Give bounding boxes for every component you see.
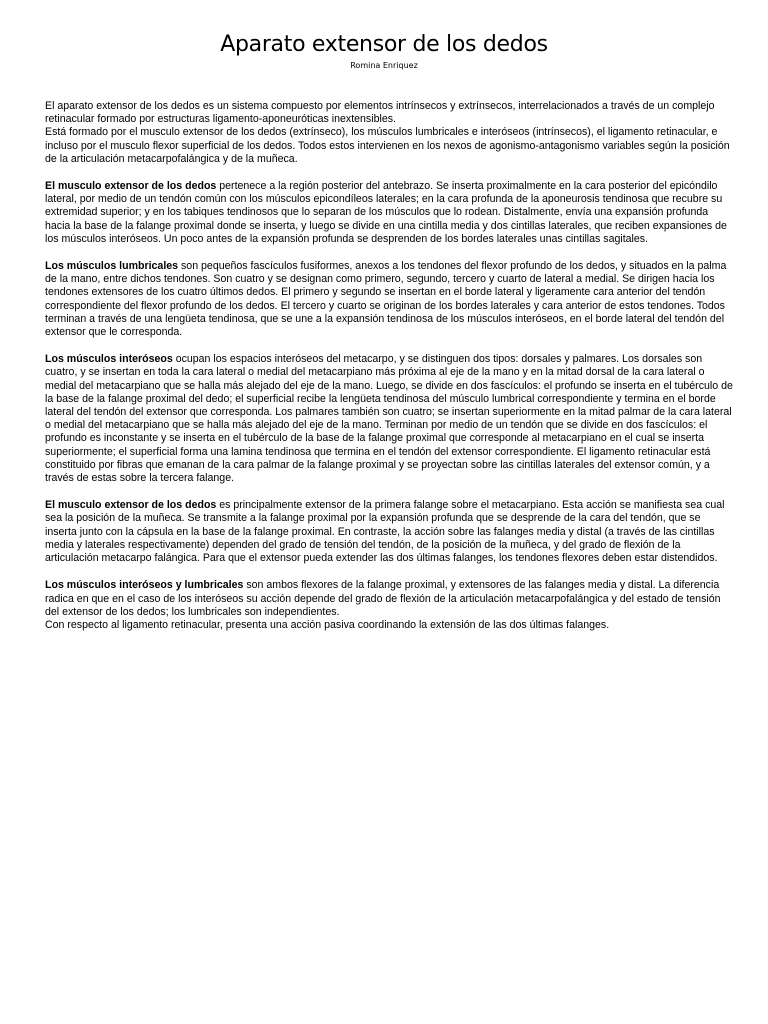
paragraph-text: [45, 353, 735, 485]
paragraph-body: es principalmente extensor de la primera falange sobre el metacarpiano. Esta acción se manifiesta sea cual sea la posición de la muñeca. Se transmite a la falange proximal por la expansión profunda que se desprende de la cara del tendón, que se inserta junto con la cápsula en la base de la falange proximal. En contraste, la acción sobre las falanges media y distal (a través de las cintillas media y laterales respectivamente) dependen del grado de tensión del tendón, de la posición de la muñeca, y del grado de flexión de la articulación metacarpo falángica. Para que el extensor pueda extender las dos últimas falanges, los tendones flexores deben estar distendidos.: [45, 499, 725, 565]
paragraph-interoseos: [45, 353, 735, 485]
paragraph-text: [45, 499, 735, 565]
page-title: Aparato extensor de los dedos: [220, 32, 548, 57]
intro-line-1: El aparato extensor de los dedos es un sistema compuesto por elementos intrínsecos y extrínsecos, interrelacionados a través de un complejo retinacular formado por estructuras ligamento-aponeuróticas inextensibles.: [45, 100, 715, 126]
paragraph-lead: El musculo extensor de los dedos: [45, 499, 217, 512]
paragraph-lead: Los músculos interóseos y lumbricales: [45, 579, 244, 592]
paragraph-body: pertenece a la región posterior del antebrazo. Se inserta proximalmente en la cara posterior del epicóndilo lateral, por medio de un tendón común con los músculos epicondíleos laterales; en la cara profunda de la aponeurosis tendinosa que recubre su extremidad superior; y en los tabiques tendinosos que lo separan de los músculos que lo rodean. Distalmente, envía una expansión profunda hacia la base de la falange proximal donde se inserta, y luego se divide en una cintilla media y dos cintillas laterales, que reciben expansiones de los músculos interóseos. Un poco antes de la expansión profunda se desprenden de los bordes laterales unas cintillas sagitales.: [45, 180, 727, 245]
paragraph-lead: El musculo extensor de los dedos: [45, 180, 217, 193]
paragraph-lumbricales: [45, 260, 735, 339]
document-body: [45, 100, 735, 646]
paragraph-body: son ambos flexores de la falange proximal, y extensores de las falanges media y distal. La diferencia radica en que en el caso de los interóseos su acción depende del grado de flexión de la articulación metacarpofalángica y del estado de tensión del extensor de los dedos; los lumbricales son independientes.: [45, 579, 721, 618]
paragraph-lead: Los músculos lumbricales: [45, 260, 179, 273]
paragraph-text: [45, 260, 735, 339]
paragraph-body: son pequeños fascículos fusiformes, anexos a los tendones del flexor profundo de los dedos, y situados en la palma de la mano, entre dichos tendones. Son cuatro y se designan como primero, segundo, tercero y cuarto de lateral a medial. Se dirigen hacia los tendones extensores de los cuatro últimos dedos. El primero y segundo se insertan en el borde lateral y ligeramente cara anterior del tendón correspondiente del flexor profundo de los dedos. El tercero y cuarto se originan de los bordes laterales y cara anterior de estos tendones. Todos terminan a través de una lengüeta tendinosa, que se une a la expansión tendinosa de los músculos interóseos, en el borde lateral del tendón del extensor que le corresponda.: [45, 260, 727, 339]
paragraph-extensor: [45, 180, 735, 246]
paragraph-text: [45, 579, 735, 619]
paragraph-interoseos-lumbricales: [45, 579, 735, 632]
intro-paragraph: [45, 100, 735, 166]
paragraph-extensor-accion: [45, 499, 735, 565]
paragraph-text: [45, 180, 735, 246]
intro-line-2: Está formado por el musculo extensor de los dedos (extrínseco), los músculos lumbricales e interóseos (intrínsecos), el ligamento retinacular, e incluso por el musculo flexor superficial de los dedos. Todos estos intervienen en los nexos de agonismo-antagonismo variables según la posición de la articulación metacarpofalángica y de la muñeca.: [45, 126, 730, 165]
author-name: Romina Enriquez: [350, 61, 418, 70]
paragraph-body: ocupan los espacios interóseos del metacarpo, y se distinguen dos tipos: dorsales y palmares. Los dorsales son cuatro, y se insertan en toda la cara lateral o medial del metacarpiano más próxima al eje de la mano y en la mitad dorsal de la cara lateral o medial del metacarpiano que se halla más alejado del eje de la mano. Luego, se divide en dos fascículos: el profundo se inserta en el tubérculo de la base de la falange proximal del dedo; el superficial recibe la lengüeta tendinosa del músculo lumbrical correspondiente y termina en el borde lateral del tendón del extensor que corresponda. Los palmares también son cuatro; se insertan superiormente en la mitad palmar de la cara lateral o medial del metacarpiano que se halla más alejado del eje de la mano. Terminan por medio de un tendón que se divide en dos fascículos: el profundo es inconstante y se inserta en el tubérculo de la base de la falange proximal que corresponde al metacarpiano en el cual se inserta superiormente; el superficial forma una lamina tendinosa que termina en el tendón del extensor correspondiente. El ligamento retinacular está constituido por fibras que emanan de la cara palmar de la falange proximal y se proyectan sobre las cintillas laterales del extensor común, y a través de estas sobre la tercera falange.: [45, 353, 733, 485]
paragraph-lead: Los músculos interóseos: [45, 353, 173, 366]
paragraph-extra-line: Con respecto al ligamento retinacular, presenta una acción pasiva coordinando la extensión de las dos últimas falanges.: [45, 618, 610, 631]
